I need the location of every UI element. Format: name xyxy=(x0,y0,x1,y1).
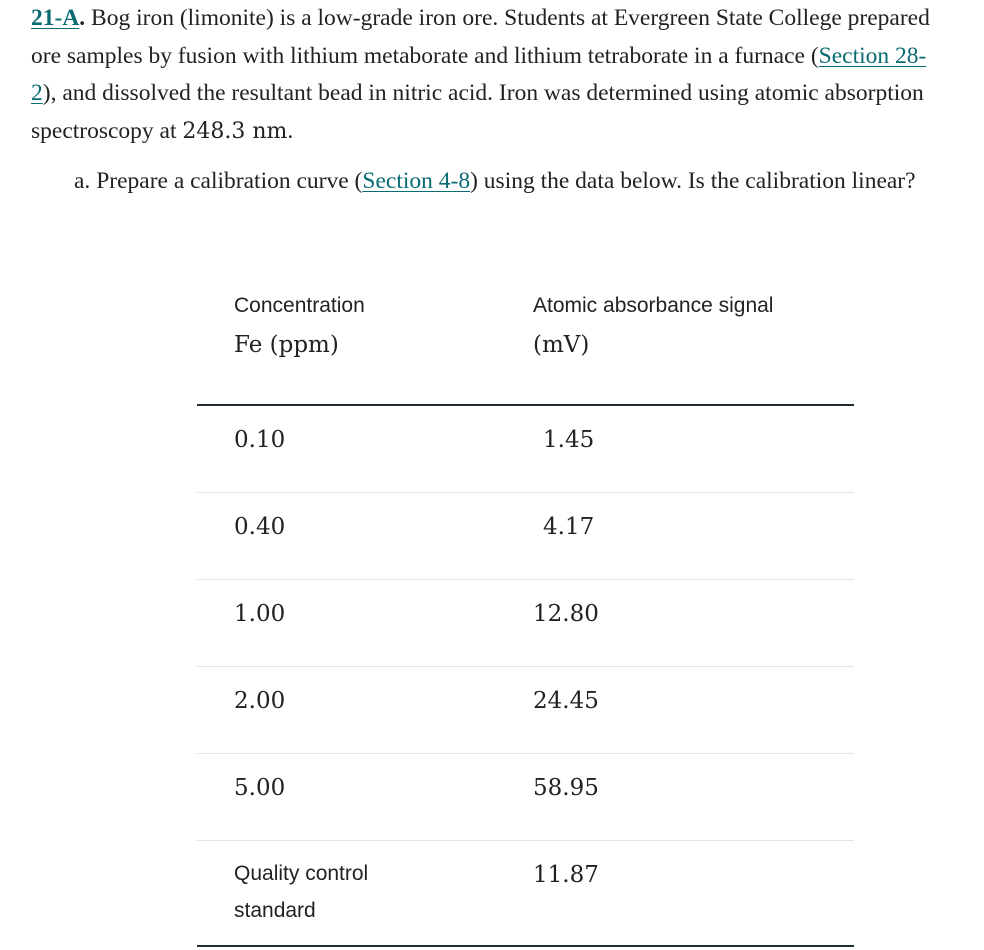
table-row xyxy=(197,754,854,841)
header-concentration-label: Concentration xyxy=(234,294,365,317)
table-row xyxy=(197,493,854,580)
signal-cell: 12.80 xyxy=(533,601,599,627)
concentration-cell: 2.00 xyxy=(234,688,286,714)
signal-cell: 24.45 xyxy=(533,688,599,714)
concentration-cell: 0.10 xyxy=(234,427,286,453)
problem-text-3: . xyxy=(287,117,294,144)
section-4-8-link[interactable]: Section 4-8 xyxy=(362,168,471,194)
concentration-cell: 1.00 xyxy=(234,601,286,627)
quality-control-label-cell: Quality control standard xyxy=(234,862,369,922)
section-28-2-link[interactable]: Section 28-2 xyxy=(31,42,927,106)
wavelength-value: 248.3 nm xyxy=(182,118,288,144)
calibration-data-table xyxy=(197,280,854,947)
header-concentration xyxy=(234,280,365,362)
problem-text-2: ), and dissolved the resultant bead in nitric acid. Iron was determined using atomic absorption spectroscopy at xyxy=(31,80,924,144)
signal-cell: 58.95 xyxy=(533,775,599,801)
header-signal-label: Atomic absorbance signal xyxy=(533,294,774,317)
table-row xyxy=(197,667,854,754)
table-row xyxy=(197,841,854,947)
signal-cell: 11.87 xyxy=(533,862,599,888)
signal-cell: 1.45 xyxy=(543,427,595,453)
problem-text-1: Bog iron (limonite) is a low-grade iron ore. Students at Evergreen State College prepared ore samples by fusion with lithium metaborate and lithium tetraborate in a furnace ( xyxy=(31,5,930,69)
table-header-row xyxy=(197,280,854,406)
header-signal xyxy=(533,280,773,362)
problem-statement xyxy=(31,0,951,150)
problem-number-link[interactable]: 21-A xyxy=(31,5,80,31)
table-row xyxy=(197,580,854,667)
signal-cell: 4.17 xyxy=(543,514,595,540)
concentration-cell: 0.40 xyxy=(234,514,286,540)
problem-number-suffix: . xyxy=(79,5,86,31)
table-row xyxy=(197,406,854,493)
header-concentration-unit: Fe (ppm) xyxy=(234,332,339,358)
part-a-label: a. xyxy=(74,168,91,194)
part-a-text-2: ) using the data below. Is the calibration linear? xyxy=(470,168,916,194)
concentration-cell: 5.00 xyxy=(234,775,286,801)
header-signal-unit: (mV) xyxy=(533,332,590,358)
part-a-text-1: Prepare a calibration curve ( xyxy=(90,168,363,194)
part-a-question xyxy=(74,164,978,199)
